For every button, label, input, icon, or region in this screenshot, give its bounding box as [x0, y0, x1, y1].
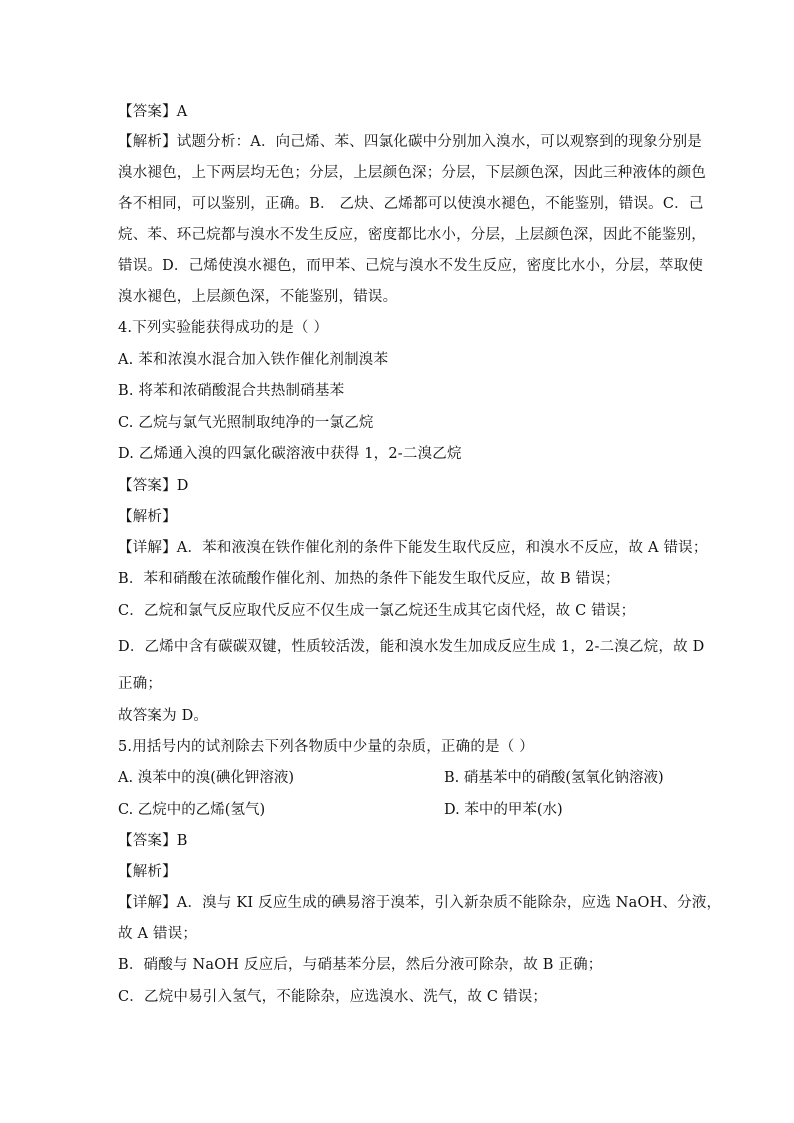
- q5-stem: 5.用括号内的试剂除去下列各物质中少量的杂质，正确的是（ ）: [118, 739, 534, 755]
- q5-answer: 【答案】B: [118, 833, 188, 849]
- q4-option-d: D. 乙烯通入溴的四氯化碳溶液中获得 1，2-二溴乙烷: [118, 446, 462, 462]
- q5-option-a: A. 溴苯中的溴(碘化钾溶液): [118, 770, 295, 786]
- q5-detail-line: 【详解】A．溴与 KI 反应生成的碘易溶于溴苯，引入新杂质不能除杂，应选 NaOH、分液，: [118, 895, 722, 911]
- q4-detail-line: C．乙烷和氯气反应取代反应不仅生成一氯乙烷还生成其它卤代烃，故 C 错误；: [118, 603, 636, 619]
- q3-analysis-line: 溴水褪色，上层颜色深，不能鉴别，错误。: [118, 289, 398, 305]
- q5-detail-line: 故 A 错误；: [118, 926, 198, 942]
- q5-option-b: B. 硝基苯中的硝酸(氢氧化钠溶液): [444, 770, 664, 786]
- q4-option-b: B. 将苯和浓硝酸混合共热制硝基苯: [118, 383, 345, 399]
- q5-detail-line: B．硝酸与 NaOH 反应后，与硝基苯分层，然后分液可除杂，故 B 正确；: [118, 957, 603, 973]
- q4-detail-line: 【详解】A．苯和液溴在铁作催化剂的条件下能发生取代反应，和溴水不反应，故 A 错误；: [118, 540, 708, 556]
- q3-analysis-line: 溴水褪色，上下两层均无色；分层，上层颜色深；分层，下层颜色深，因此三种液体的颜色: [118, 165, 706, 181]
- q5-detail-line: C．乙烷中易引入氢气，不能除杂，应选溴水、洗气，故 C 错误；: [118, 989, 548, 1005]
- q4-stem: 4.下列实验能获得成功的是（ ）: [118, 320, 329, 336]
- q3-analysis-line: 烷、苯、环己烷都与溴水不发生反应，密度都比水小，分层，上层颜色深，因此不能鉴别，: [118, 227, 706, 243]
- q3-analysis-line: 【解析】试题分析：A．向己烯、苯、四氯化碳中分别加入溴水，可以观察到的现象分别是: [118, 134, 702, 150]
- q3-answer: 【答案】A: [118, 104, 188, 120]
- q4-analysis-heading: 【解析】: [118, 509, 177, 525]
- q4-detail-line: B．苯和硝酸在浓硫酸作催化剂、加热的条件下能发生取代反应，故 B 错误；: [118, 571, 620, 587]
- q3-analysis-line: 错误。D．己烯使溴水褪色，而甲苯、己烷与溴水不发生反应，密度比水小，分层，萃取使: [118, 258, 704, 274]
- q3-analysis-line: 各不相同，可以鉴别，正确。B． 乙炔、乙烯都可以使溴水褪色，不能鉴别，错误。C．己: [118, 196, 704, 212]
- q5-option-d: D. 苯中的甲苯(水): [444, 802, 563, 818]
- q4-answer: 【答案】D: [118, 478, 189, 494]
- q4-detail-line: D．乙烯中含有碳碳双键，性质较活泼，能和溴水发生加成反应生成 1，2-二溴乙烷，故 D: [118, 639, 705, 655]
- q4-option-a: A. 苯和浓溴水混合加入铁作催化剂制溴苯: [118, 352, 389, 368]
- q5-option-c: C. 乙烷中的乙烯(氢气): [118, 802, 266, 818]
- q4-detail-line: 故答案为 D。: [118, 708, 209, 724]
- q4-detail-line: 正确；: [118, 676, 163, 692]
- q4-option-c: C. 乙烷与氯气光照制取纯净的一氯乙烷: [118, 415, 374, 431]
- q5-analysis-heading: 【解析】: [118, 864, 177, 880]
